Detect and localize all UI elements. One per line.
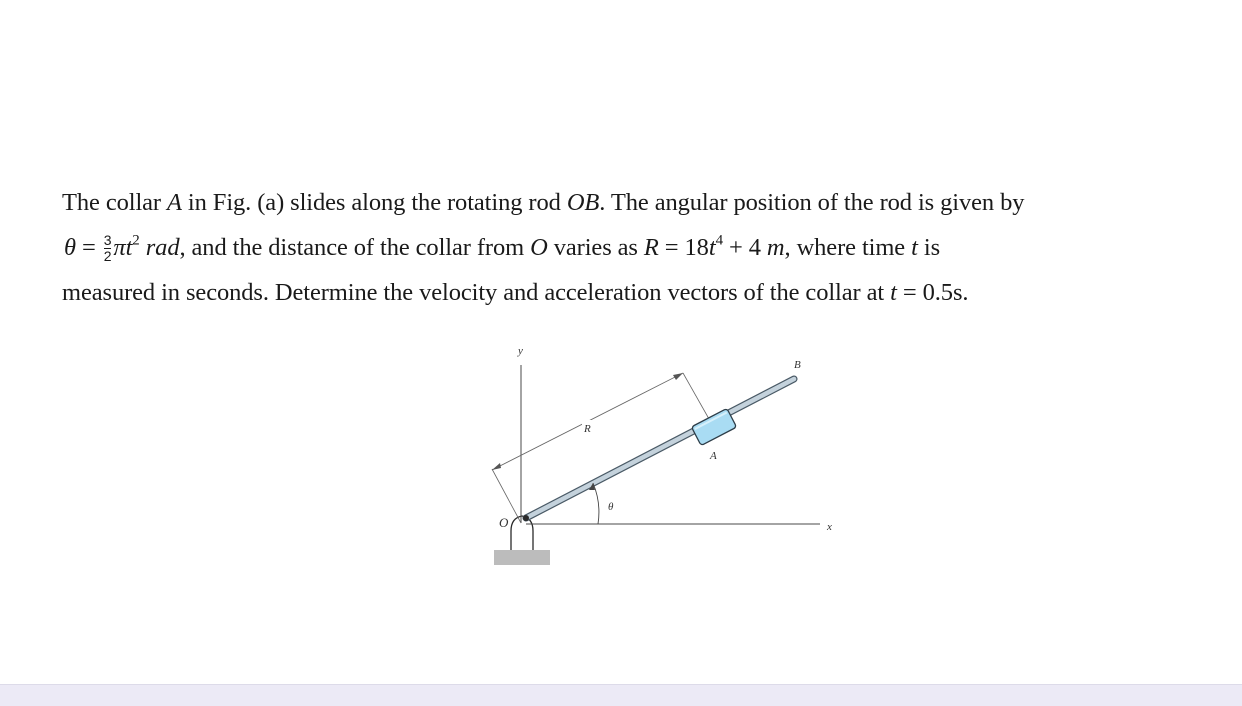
problem-line-3 [62, 270, 1202, 315]
text-segment: varies as [547, 234, 644, 261]
y-axis-label: y [518, 345, 523, 357]
text-segment: The collar [62, 189, 168, 216]
unit-m: m [766, 234, 785, 261]
text-segment: is [917, 234, 941, 261]
text-segment: , and the distance of the collar from [179, 234, 531, 261]
theta-label: θ [608, 501, 614, 513]
o-label: O [499, 515, 509, 530]
x-axis-label: x [827, 521, 832, 533]
r-label: R [584, 423, 591, 435]
pin-support [511, 516, 533, 550]
a-label: A [710, 450, 717, 462]
ground-base [494, 550, 550, 565]
variable-t: t [708, 234, 716, 261]
figure-a [470, 335, 850, 575]
collar-rod-diagram [470, 335, 850, 575]
b-label: B [794, 359, 801, 371]
bottom-bar [0, 684, 1242, 706]
variable-theta: θ [64, 234, 76, 261]
equation-segment: = 18 [658, 234, 709, 261]
exponent-2: 2 [132, 232, 140, 249]
pi-t-term: πt [113, 234, 133, 261]
problem-line-1 [62, 180, 1202, 225]
collar-a [691, 408, 736, 445]
variable-o: O [530, 234, 548, 261]
rod-ob-fill [526, 379, 794, 518]
text-segment: . The angular position of the rod is given by [599, 189, 1025, 216]
variable-t: t [911, 234, 918, 261]
text-segment: in Fig. (a) slides along the rotating rod [181, 189, 567, 216]
pin-o [523, 515, 529, 521]
equals-sign: = [75, 234, 102, 261]
text-segment: , where time [784, 234, 912, 261]
unit-rad: rad [139, 234, 180, 261]
equation-segment: + 4 [722, 234, 767, 261]
fraction-denominator: 2 [103, 248, 112, 265]
problem-statement [62, 180, 1202, 315]
fraction-three-halves [104, 234, 112, 263]
variable-r: R [643, 234, 659, 261]
problem-line-2 [62, 225, 1202, 270]
dimension-arrow-a [673, 373, 683, 380]
text-segment: measured in seconds. Determine the velocity and acceleration vectors of the collar at [62, 279, 891, 306]
variable-a: A [167, 189, 182, 216]
exponent-4: 4 [715, 232, 723, 249]
variable-ob: OB [566, 189, 600, 216]
fraction-numerator: 3 [103, 232, 112, 249]
text-segment: = 0.5s. [896, 279, 969, 306]
dimension-arrow-o [492, 463, 501, 470]
variable-t: t [890, 279, 897, 306]
